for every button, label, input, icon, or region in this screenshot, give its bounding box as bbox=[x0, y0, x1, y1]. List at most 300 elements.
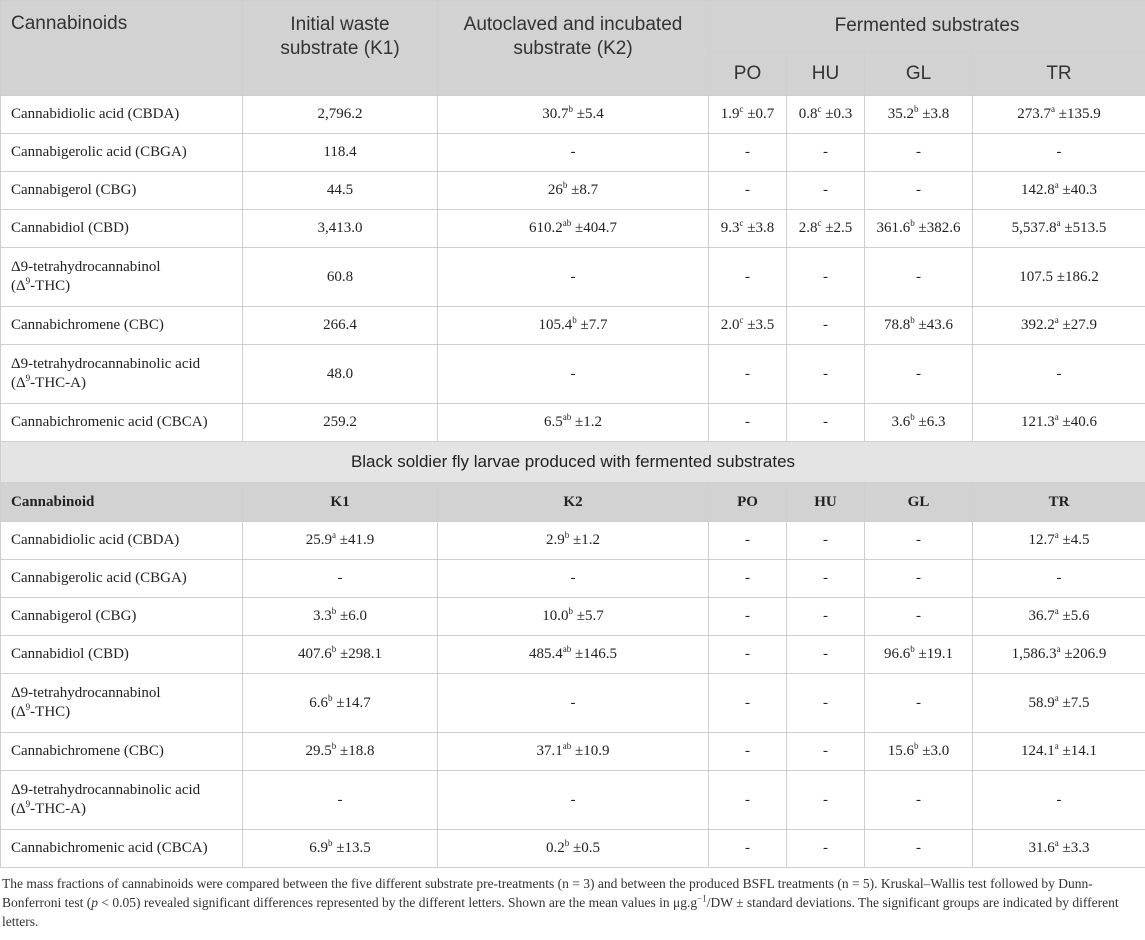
table-cell bbox=[709, 771, 787, 830]
cell-significance: a bbox=[332, 530, 336, 540]
cell-sd: ±13.5 bbox=[332, 840, 371, 856]
cell-value: - bbox=[745, 791, 750, 808]
cell-value: 105.4 bbox=[538, 317, 573, 333]
cell-value: - bbox=[745, 144, 750, 160]
table-row bbox=[1, 210, 1145, 248]
cell-value: - bbox=[916, 144, 921, 160]
table-cell bbox=[787, 598, 865, 636]
cell-significance: a bbox=[1056, 644, 1061, 654]
row-label-text: Δ9-tetrahydrocannabinolic acid bbox=[11, 782, 201, 798]
cell-sd: ±40.3 bbox=[1058, 182, 1097, 198]
footnote-sup: −1 bbox=[697, 893, 707, 904]
table-row bbox=[1, 248, 1145, 307]
table-cell bbox=[438, 404, 709, 442]
cell-sd: ±206.9 bbox=[1060, 646, 1107, 662]
cell-significance: b bbox=[914, 741, 919, 751]
table-cell bbox=[438, 560, 709, 598]
cell-value: 273.7 bbox=[1017, 106, 1051, 122]
cell-sd: ±146.5 bbox=[571, 646, 617, 662]
table-cell bbox=[243, 830, 438, 868]
row-label-abbrev-sup: 9 bbox=[25, 276, 31, 286]
table-cell bbox=[865, 560, 973, 598]
cell-sd: ±41.9 bbox=[336, 532, 375, 548]
cell-sd: ±513.5 bbox=[1060, 220, 1107, 236]
cell-value: - bbox=[916, 608, 921, 624]
table-cell bbox=[973, 345, 1145, 404]
cell-sd: ±3.0 bbox=[918, 743, 950, 759]
larvae-body bbox=[1, 522, 1145, 868]
row-label-text: Cannabidiolic acid (CBDA) bbox=[11, 106, 180, 122]
row-label-abbrev: (Δ bbox=[11, 801, 26, 817]
table-cell bbox=[787, 134, 865, 172]
table-cell bbox=[973, 733, 1145, 771]
cell-value: - bbox=[570, 268, 576, 285]
table-cell bbox=[973, 598, 1145, 636]
cell-value: 121.3 bbox=[1021, 414, 1055, 430]
table-cell bbox=[865, 345, 973, 404]
cell-significance: c bbox=[739, 218, 744, 228]
table-row bbox=[1, 560, 1145, 598]
table-cell bbox=[865, 172, 973, 210]
table-row bbox=[1, 636, 1145, 674]
row-label bbox=[1, 248, 243, 307]
header2-gl: GL bbox=[865, 483, 973, 522]
table-cell bbox=[243, 636, 438, 674]
table-cell bbox=[865, 674, 973, 733]
row-label-text: Cannabidiol (CBD) bbox=[11, 646, 129, 662]
cell-significance: a bbox=[1054, 692, 1059, 703]
table-cell bbox=[787, 636, 865, 674]
row-label-text: Cannabidiol (CBD) bbox=[11, 220, 129, 236]
cell-sd: ±10.9 bbox=[571, 743, 610, 759]
table-cell bbox=[438, 771, 709, 830]
cell-sd: ±5.7 bbox=[573, 608, 604, 624]
table-cell bbox=[438, 830, 709, 868]
cell-value: - bbox=[823, 840, 828, 856]
cell-value: 107.5 ±186.2 bbox=[1019, 268, 1099, 285]
cell-significance: c bbox=[739, 315, 744, 325]
cell-value: - bbox=[823, 532, 828, 548]
cell-value: 485.4 bbox=[529, 646, 563, 662]
cell-value: - bbox=[745, 743, 750, 759]
cell-sd: ±5.6 bbox=[1058, 608, 1090, 624]
table-cell bbox=[243, 345, 438, 404]
table-row bbox=[1, 598, 1145, 636]
cell-value: 48.0 bbox=[326, 365, 354, 382]
table-cell bbox=[865, 210, 973, 248]
row-label bbox=[1, 636, 243, 674]
cell-sd: ±2.5 bbox=[821, 220, 853, 236]
cell-significance: b bbox=[328, 838, 333, 848]
cell-value: 5,537.8 bbox=[1011, 220, 1057, 236]
cell-significance: b bbox=[910, 412, 915, 422]
table-cell bbox=[243, 674, 438, 733]
cell-value: - bbox=[916, 365, 921, 382]
table-cell bbox=[709, 598, 787, 636]
cell-value: - bbox=[745, 646, 750, 662]
row-label-text: Δ9-tetrahydrocannabinol bbox=[11, 685, 161, 701]
table-row bbox=[1, 172, 1145, 210]
cell-value: - bbox=[916, 532, 921, 548]
cell-sd: ±6.0 bbox=[336, 608, 367, 624]
cell-significance: b bbox=[331, 644, 337, 654]
table-cell bbox=[973, 172, 1145, 210]
cell-significance: c bbox=[739, 104, 744, 114]
row-label bbox=[1, 674, 243, 733]
cell-sd: ±135.9 bbox=[1055, 106, 1101, 122]
table-cell bbox=[709, 96, 787, 134]
cell-value: - bbox=[1056, 365, 1062, 382]
cell-sd: ±5.4 bbox=[573, 106, 604, 122]
cell-significance: a bbox=[1054, 412, 1059, 422]
table-cell bbox=[973, 636, 1145, 674]
cell-sd: ±0.3 bbox=[821, 106, 853, 122]
table-cell bbox=[243, 134, 438, 172]
table-cell bbox=[865, 636, 973, 674]
table-cell bbox=[787, 172, 865, 210]
cell-value: 0.8 bbox=[798, 106, 818, 122]
table-cell bbox=[973, 210, 1145, 248]
row-label bbox=[1, 210, 243, 248]
row-label-text: Cannabichromene (CBC) bbox=[11, 743, 164, 759]
table-cell bbox=[243, 248, 438, 307]
cell-value: 2,796.2 bbox=[317, 106, 363, 122]
table-cell bbox=[865, 248, 973, 307]
cell-value: - bbox=[916, 694, 921, 711]
cell-value: 1,586.3 bbox=[1011, 646, 1057, 662]
cell-sd: ±19.1 bbox=[914, 646, 953, 662]
cell-significance: a bbox=[1054, 741, 1059, 751]
table-row bbox=[1, 134, 1145, 172]
row-label-text: Cannabichromenic acid (CBCA) bbox=[11, 840, 208, 856]
row-label bbox=[1, 404, 243, 442]
row-label-abbrev: (Δ bbox=[11, 278, 26, 294]
table-cell bbox=[438, 96, 709, 134]
cell-value: 2.0 bbox=[720, 317, 740, 333]
table-cell bbox=[973, 674, 1145, 733]
cell-value: 37.1 bbox=[536, 743, 563, 759]
table-cell bbox=[243, 172, 438, 210]
header2-po: PO bbox=[709, 483, 787, 522]
table-cell bbox=[709, 345, 787, 404]
cell-significance: b bbox=[572, 315, 577, 325]
cell-value: - bbox=[823, 646, 828, 662]
table-cell bbox=[973, 560, 1145, 598]
header-fermented-substrates: Fermented substrates bbox=[709, 1, 1145, 52]
row-label bbox=[1, 134, 243, 172]
cell-sd: ±4.5 bbox=[1058, 532, 1090, 548]
cell-value: - bbox=[745, 694, 750, 711]
table-cell bbox=[709, 210, 787, 248]
header-po: PO bbox=[709, 52, 787, 96]
cell-value: 96.6 bbox=[884, 646, 911, 662]
table-cell bbox=[973, 96, 1145, 134]
table-cell bbox=[243, 307, 438, 345]
table-cell bbox=[438, 210, 709, 248]
cell-value: - bbox=[745, 840, 750, 856]
table-cell bbox=[787, 96, 865, 134]
header2-cannabinoid: Cannabinoid bbox=[1, 483, 243, 522]
row-label-text: Cannabigerolic acid (CBGA) bbox=[11, 570, 187, 586]
cell-value: - bbox=[916, 268, 921, 285]
row-label-text: Δ9-tetrahydrocannabinol bbox=[11, 259, 161, 275]
table-cell bbox=[973, 404, 1145, 442]
cell-value: - bbox=[570, 365, 576, 382]
row-label-text: Cannabichromenic acid (CBCA) bbox=[11, 414, 208, 430]
table-cell bbox=[709, 560, 787, 598]
cell-significance: a bbox=[1054, 180, 1059, 190]
table-cell bbox=[865, 404, 973, 442]
cell-value: - bbox=[823, 365, 828, 382]
header2-k1: K1 bbox=[243, 483, 438, 522]
cell-value: - bbox=[570, 694, 576, 711]
row-label bbox=[1, 560, 243, 598]
table-cell bbox=[438, 307, 709, 345]
cell-significance: b bbox=[331, 741, 337, 751]
cell-sd: ±1.2 bbox=[571, 414, 602, 430]
table-cell bbox=[243, 560, 438, 598]
row-label-text: Cannabichromene (CBC) bbox=[11, 317, 164, 333]
row-label bbox=[1, 96, 243, 134]
cell-significance: c bbox=[817, 104, 822, 114]
table-cell bbox=[438, 134, 709, 172]
header-gl: GL bbox=[865, 52, 973, 96]
cell-significance: ab bbox=[562, 741, 572, 751]
row-label bbox=[1, 307, 243, 345]
cell-sd: ±0.7 bbox=[743, 106, 775, 122]
row-label-abbrev-sup: 9 bbox=[25, 799, 31, 809]
cell-value: 6.9 bbox=[309, 840, 328, 856]
cell-value: 124.1 bbox=[1021, 743, 1055, 759]
cell-significance: b bbox=[910, 644, 915, 654]
cell-value: 9.3 bbox=[720, 220, 740, 236]
row-label-abbrev-end: -THC) bbox=[30, 278, 71, 294]
cell-value: - bbox=[823, 743, 828, 759]
cell-significance: ab bbox=[562, 218, 572, 228]
cell-value: 26 bbox=[547, 182, 563, 198]
cell-value: - bbox=[570, 791, 576, 808]
header-hu: HU bbox=[787, 52, 865, 96]
table-cell bbox=[787, 248, 865, 307]
cell-value: - bbox=[823, 182, 828, 198]
substrate-body bbox=[1, 96, 1145, 442]
cell-significance: a bbox=[1054, 315, 1059, 325]
table-cell bbox=[865, 830, 973, 868]
table-cell bbox=[438, 248, 709, 307]
cell-significance: b bbox=[568, 104, 573, 114]
cell-value: 3.6 bbox=[891, 414, 911, 430]
row-label bbox=[1, 771, 243, 830]
header2-hu: HU bbox=[787, 483, 865, 522]
cell-sd: ±0.5 bbox=[569, 840, 600, 856]
table-cell bbox=[973, 307, 1145, 345]
cell-value: 3,413.0 bbox=[317, 220, 363, 236]
table-cell bbox=[865, 307, 973, 345]
section-title-bsfl: Black soldier fly larvae produced with fermented substrates bbox=[1, 442, 1145, 483]
cell-significance: b bbox=[328, 692, 333, 703]
table-cell bbox=[973, 522, 1145, 560]
cell-value: - bbox=[337, 791, 343, 808]
row-label bbox=[1, 522, 243, 560]
cell-sd: ±1.2 bbox=[569, 532, 600, 548]
cell-value: 3.3 bbox=[313, 608, 332, 624]
cell-sd: ±27.9 bbox=[1058, 317, 1097, 333]
row-label bbox=[1, 830, 243, 868]
row-label-abbrev-end: -THC-A) bbox=[30, 375, 86, 391]
cell-significance: a bbox=[1054, 838, 1059, 848]
table-row bbox=[1, 771, 1145, 830]
cell-value: 12.7 bbox=[1028, 532, 1055, 548]
cell-value: - bbox=[745, 182, 750, 198]
row-label-abbrev-sup: 9 bbox=[25, 373, 31, 383]
cell-significance: a bbox=[1054, 530, 1059, 540]
table-row bbox=[1, 522, 1145, 560]
cell-value: - bbox=[823, 791, 828, 808]
cell-significance: a bbox=[1056, 218, 1061, 228]
table-row bbox=[1, 96, 1145, 134]
cell-value: 6.6 bbox=[309, 694, 328, 711]
table-cell bbox=[973, 248, 1145, 307]
cell-value: 78.8 bbox=[884, 317, 911, 333]
table-cell bbox=[865, 96, 973, 134]
cell-value: - bbox=[916, 840, 921, 856]
row-label bbox=[1, 733, 243, 771]
cell-value: - bbox=[823, 608, 828, 624]
cell-value: - bbox=[745, 608, 750, 624]
table-cell bbox=[787, 771, 865, 830]
header-initial-waste-substrate: Initial waste substrate (K1) bbox=[243, 1, 438, 96]
table-cell bbox=[973, 830, 1145, 868]
cell-value: 25.9 bbox=[305, 532, 332, 548]
cell-value: - bbox=[745, 532, 750, 548]
table-cell bbox=[709, 172, 787, 210]
cell-value: - bbox=[570, 570, 576, 586]
footnote-p-italic: p bbox=[91, 895, 98, 910]
cell-value: - bbox=[823, 268, 828, 285]
table-cell bbox=[787, 345, 865, 404]
cell-significance: ab bbox=[562, 644, 572, 654]
table-cell bbox=[865, 598, 973, 636]
cell-sd: ±14.1 bbox=[1058, 743, 1097, 759]
cell-sd: ±382.6 bbox=[914, 220, 961, 236]
cell-value: - bbox=[745, 365, 750, 382]
cell-value: 142.8 bbox=[1021, 182, 1055, 198]
table-footnote bbox=[0, 868, 1145, 931]
table-cell bbox=[973, 771, 1145, 830]
table-cell bbox=[787, 830, 865, 868]
cell-value: - bbox=[745, 268, 750, 285]
cell-value: 259.2 bbox=[323, 414, 357, 430]
row-label-text: Cannabigerol (CBG) bbox=[11, 608, 137, 624]
cell-significance: b bbox=[331, 606, 337, 616]
cell-value: - bbox=[337, 570, 343, 586]
cell-sd: ±18.8 bbox=[336, 743, 375, 759]
cell-significance: b bbox=[910, 218, 915, 228]
table-cell bbox=[438, 733, 709, 771]
cell-sd: ±14.7 bbox=[332, 694, 371, 711]
row-label-abbrev: (Δ bbox=[11, 375, 26, 391]
table-cell bbox=[865, 771, 973, 830]
cell-significance: b bbox=[562, 180, 568, 190]
header-autoclaved-substrate: Autoclaved and incubated substrate (K2) bbox=[438, 1, 709, 96]
cell-value: - bbox=[745, 570, 750, 586]
cell-value: 29.5 bbox=[305, 743, 332, 759]
row-label bbox=[1, 598, 243, 636]
table-cell bbox=[787, 307, 865, 345]
table-cell bbox=[709, 307, 787, 345]
table-cell bbox=[787, 560, 865, 598]
table-cell bbox=[438, 172, 709, 210]
table-row bbox=[1, 307, 1145, 345]
cell-value: 0.2 bbox=[546, 840, 565, 856]
table-cell bbox=[243, 522, 438, 560]
footnote-part1: The mass fractions of cannabinoids were compared between the five different substrate pre-treatments (n = 3) and between the produced BSFL treatments (n = 5). Kruskal–Wallis test followed by Dunn-Bonferroni test ( bbox=[2, 876, 1093, 910]
table-cell bbox=[709, 522, 787, 560]
cell-sd: ±6.3 bbox=[914, 414, 946, 430]
table-cell bbox=[787, 210, 865, 248]
cell-value: - bbox=[823, 144, 828, 160]
row-label bbox=[1, 345, 243, 404]
cell-significance: b bbox=[914, 104, 919, 114]
table-row bbox=[1, 404, 1145, 442]
table-cell bbox=[243, 598, 438, 636]
cell-value: - bbox=[823, 414, 828, 430]
cell-significance: c bbox=[817, 218, 822, 228]
cell-value: - bbox=[570, 144, 576, 160]
table-cell bbox=[787, 733, 865, 771]
cell-value: 610.2 bbox=[529, 220, 563, 236]
cell-value: 392.2 bbox=[1021, 317, 1055, 333]
table-cell bbox=[865, 733, 973, 771]
table-cell bbox=[865, 134, 973, 172]
cell-sd: ±3.8 bbox=[743, 220, 775, 236]
cell-significance: b bbox=[564, 838, 570, 848]
row-label-abbrev-end: -THC-A) bbox=[30, 801, 86, 817]
cell-significance: b bbox=[910, 315, 915, 325]
cell-value: - bbox=[823, 694, 828, 711]
cell-value: - bbox=[1056, 144, 1062, 160]
row-label-text: Cannabigerol (CBG) bbox=[11, 182, 137, 198]
row-label-abbrev-end: -THC) bbox=[30, 704, 71, 720]
table-cell bbox=[243, 771, 438, 830]
table-cell bbox=[243, 210, 438, 248]
footnote-part2: < 0.05) revealed significant differences represented by the different letters. Shown are the mean values in μg.g bbox=[97, 895, 698, 910]
cell-sd: ±40.6 bbox=[1058, 414, 1097, 430]
cell-value: 35.2 bbox=[887, 106, 914, 122]
row-label-abbrev: (Δ bbox=[11, 704, 26, 720]
cell-value: - bbox=[823, 570, 828, 586]
table-row bbox=[1, 345, 1145, 404]
cell-value: - bbox=[916, 182, 921, 198]
cell-value: 6.5 bbox=[544, 414, 563, 430]
cell-value: - bbox=[823, 317, 828, 333]
cell-value: 361.6 bbox=[876, 220, 911, 236]
cell-value: - bbox=[916, 791, 921, 808]
row-label-abbrev-sup: 9 bbox=[25, 702, 31, 712]
table-cell bbox=[973, 134, 1145, 172]
header2-k2: K2 bbox=[438, 483, 709, 522]
table-cell bbox=[243, 404, 438, 442]
cell-significance: a bbox=[1051, 104, 1055, 114]
header2-tr: TR bbox=[973, 483, 1145, 522]
cell-significance: a bbox=[1054, 606, 1059, 616]
table-cell bbox=[787, 674, 865, 733]
cell-value: 10.0 bbox=[542, 608, 569, 624]
table-cell bbox=[438, 345, 709, 404]
table-cell bbox=[709, 248, 787, 307]
row-label bbox=[1, 172, 243, 210]
cell-value: - bbox=[916, 570, 921, 586]
